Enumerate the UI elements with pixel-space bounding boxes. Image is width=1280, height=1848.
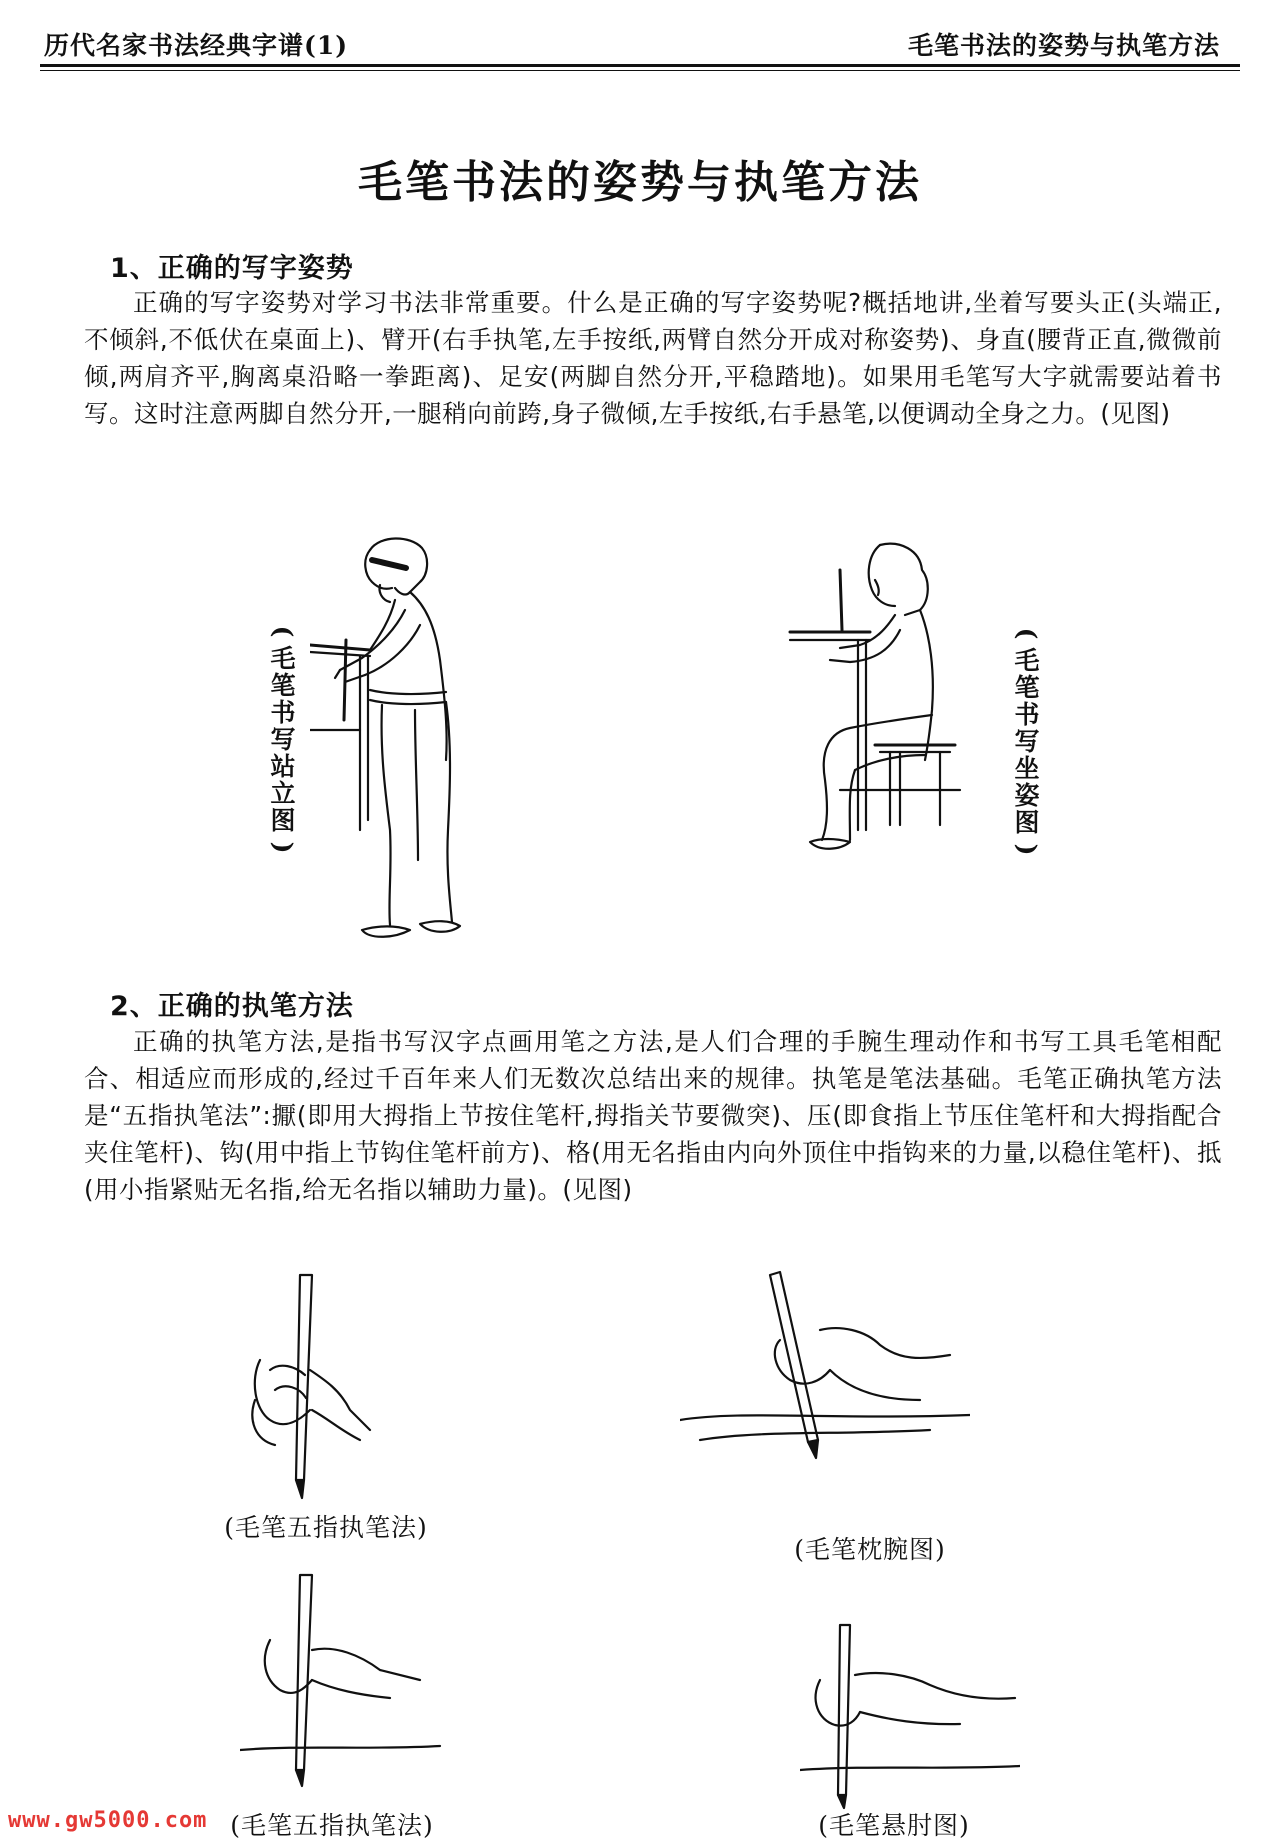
standing-figure-label-text: 毛笔书写站立图 <box>270 644 296 835</box>
section-heading-brush-holding: 2、正确的执笔方法 <box>110 991 354 1022</box>
running-header-left: 历代名家书法经典字谱(1) <box>44 31 349 60</box>
page-title: 毛笔书法的姿势与执笔方法 <box>358 157 922 208</box>
sitting-figure-label: ( 毛笔书写坐姿图 ) <box>1012 627 1042 856</box>
five-finger-grip-illustration-2 <box>240 1570 460 1790</box>
wrist-rest-illustration <box>680 1270 970 1470</box>
standing-posture-illustration <box>310 530 510 950</box>
header-rule <box>40 64 1240 67</box>
caption-wrist-rest: (毛笔枕腕图) <box>794 1535 946 1564</box>
paragraph-brush-holding: 正确的执笔方法,是指书写汉字点画用笔之方法,是人们合理的手腕生理动作和书写工具毛笔相配合、相适应而形成的,经过千百年来人们无数次总结出来的规律。执笔是笔法基础。毛笔正确执笔方法是“五指执笔法”:擫(即用大拇指上节按住笔杆,拇指关节要微突)、压(即食指上节压住笔杆和大拇指配合夹住笔杆)、钩(用中指上节钩住笔杆前方)、格(用无名指由内向外顶住中指钩来的力量,以稳住笔杆)、抵(用小指紧贴无名指,给无名指以辅助力量)。(见图) <box>84 1027 1222 1204</box>
caption-elbow-hang: (毛笔悬肘图) <box>818 1811 970 1840</box>
sitting-posture-illustration <box>780 540 1000 960</box>
caption-five-finger-1: (毛笔五指执笔法) <box>224 1513 428 1542</box>
elbow-hang-illustration <box>800 1620 1020 1810</box>
running-header-right: 毛笔书法的姿势与执笔方法 <box>907 31 1220 60</box>
standing-figure-label: ( 毛笔书写站立图 ) <box>268 625 298 854</box>
section-heading-posture: 1、正确的写字姿势 <box>110 253 354 284</box>
caption-five-finger-2: (毛笔五指执笔法) <box>230 1811 434 1840</box>
header-rule-thin <box>40 70 1240 71</box>
site-watermark: www.gw5000.com <box>8 1808 208 1833</box>
paragraph-posture: 正确的写字姿势对学习书法非常重要。什么是正确的写字姿势呢?概括地讲,坐着写要头正(头端正,不倾斜,不低伏在桌面上)、臂开(右手执笔,左手按纸,两臂自然分开成对称姿势)、身直(腰背正直,微微前倾,两肩齐平,胸离桌沿略一拳距离)、足安(两脚自然分开,平稳踏地)。如果用毛笔写大字就需要站着书写。这时注意两脚自然分开,一腿稍向前跨,身子微倾,左手按纸,右手悬笔,以便调动全身之力。(见图) <box>84 288 1222 428</box>
sitting-figure-label-text: 毛笔书写坐姿图 <box>1014 646 1040 837</box>
five-finger-grip-illustration-1 <box>240 1270 440 1500</box>
